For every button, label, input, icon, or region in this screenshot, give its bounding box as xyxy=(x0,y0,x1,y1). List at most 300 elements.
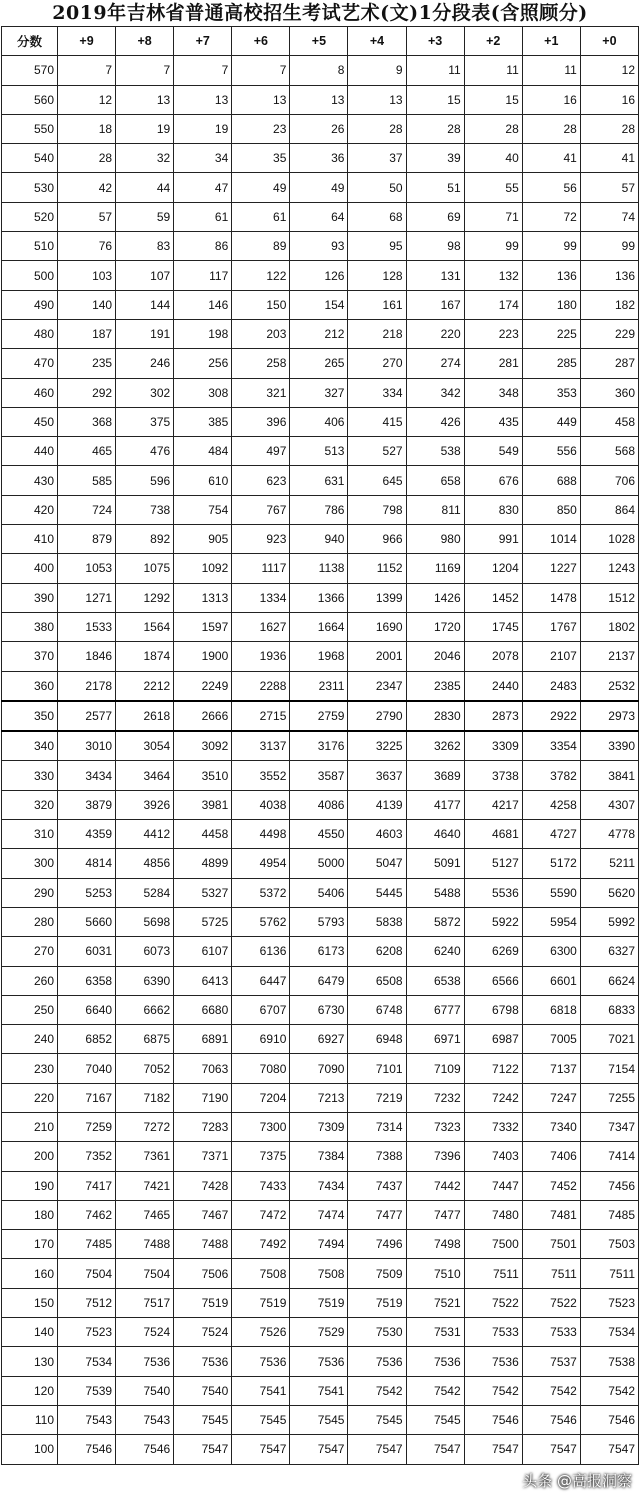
cumulative-count-cell: 167 xyxy=(406,290,464,319)
cumulative-count-cell: 3137 xyxy=(232,731,290,761)
cumulative-count-cell: 11 xyxy=(464,56,522,85)
cumulative-count-cell: 7255 xyxy=(580,1083,638,1112)
cumulative-count-cell: 132 xyxy=(464,261,522,290)
cumulative-count-cell: 6447 xyxy=(232,966,290,995)
cumulative-count-cell: 645 xyxy=(348,466,406,495)
table-row xyxy=(2,114,639,143)
cumulative-count-cell: 72 xyxy=(522,202,580,231)
cumulative-count-cell: 7508 xyxy=(232,1259,290,1288)
cumulative-count-cell: 146 xyxy=(174,290,232,319)
cumulative-count-cell: 292 xyxy=(58,378,116,407)
cumulative-count-cell: 585 xyxy=(58,466,116,495)
cumulative-count-cell: 7508 xyxy=(290,1259,348,1288)
cumulative-count-cell: 23 xyxy=(232,114,290,143)
cumulative-count-cell: 5620 xyxy=(580,878,638,907)
watermark: 头条 @高报洞察 xyxy=(522,1472,632,1490)
cumulative-count-cell: 7542 xyxy=(348,1376,406,1405)
cumulative-count-cell: 724 xyxy=(58,495,116,524)
cumulative-count-cell: 3390 xyxy=(580,731,638,761)
score-cell: 290 xyxy=(2,878,58,907)
table-row xyxy=(2,1230,639,1259)
cumulative-count-cell: 2577 xyxy=(58,701,116,731)
cumulative-count-cell: 1014 xyxy=(522,525,580,554)
cumulative-count-cell: 7512 xyxy=(58,1288,116,1317)
cumulative-count-cell: 7494 xyxy=(290,1230,348,1259)
score-distribution-table xyxy=(1,26,639,1465)
cumulative-count-cell: 19 xyxy=(174,114,232,143)
cumulative-count-cell: 4307 xyxy=(580,790,638,819)
cumulative-count-cell: 7403 xyxy=(464,1142,522,1171)
cumulative-count-cell: 281 xyxy=(464,349,522,378)
cumulative-count-cell: 6479 xyxy=(290,966,348,995)
cumulative-count-cell: 7109 xyxy=(406,1054,464,1083)
cumulative-count-cell: 6707 xyxy=(232,995,290,1024)
table-row xyxy=(2,173,639,202)
cumulative-count-cell: 7547 xyxy=(290,1435,348,1464)
cumulative-count-cell: 7545 xyxy=(232,1405,290,1434)
cumulative-count-cell: 7541 xyxy=(290,1376,348,1405)
cumulative-count-cell: 258 xyxy=(232,349,290,378)
cumulative-count-cell: 198 xyxy=(174,319,232,348)
table-row xyxy=(2,1200,639,1229)
cumulative-count-cell: 4038 xyxy=(232,790,290,819)
cumulative-count-cell: 6073 xyxy=(116,937,174,966)
cumulative-count-cell: 7204 xyxy=(232,1083,290,1112)
cumulative-count-cell: 6948 xyxy=(348,1025,406,1054)
cumulative-count-cell: 7543 xyxy=(116,1405,174,1434)
cumulative-count-cell: 2311 xyxy=(290,671,348,701)
cumulative-count-cell: 13 xyxy=(348,85,406,114)
cumulative-count-cell: 3434 xyxy=(58,761,116,790)
cumulative-count-cell: 40 xyxy=(464,144,522,173)
cumulative-count-cell: 435 xyxy=(464,407,522,436)
cumulative-count-cell: 4603 xyxy=(348,820,406,849)
cumulative-count-cell: 1874 xyxy=(116,642,174,671)
score-cell: 500 xyxy=(2,261,58,290)
cumulative-count-cell: 7547 xyxy=(406,1435,464,1464)
cumulative-count-cell: 7526 xyxy=(232,1318,290,1347)
cumulative-count-cell: 7467 xyxy=(174,1200,232,1229)
cumulative-count-cell: 5406 xyxy=(290,878,348,907)
cumulative-count-cell: 676 xyxy=(464,466,522,495)
cumulative-count-cell: 223 xyxy=(464,319,522,348)
cumulative-count-cell: 7375 xyxy=(232,1142,290,1171)
table-row xyxy=(2,1288,639,1317)
cumulative-count-cell: 7534 xyxy=(580,1318,638,1347)
cumulative-count-cell: 348 xyxy=(464,378,522,407)
cumulative-count-cell: 5172 xyxy=(522,849,580,878)
cumulative-count-cell: 6730 xyxy=(290,995,348,1024)
cumulative-count-cell: 285 xyxy=(522,349,580,378)
score-cell: 390 xyxy=(2,583,58,612)
cumulative-count-cell: 107 xyxy=(116,261,174,290)
cumulative-count-cell: 3010 xyxy=(58,731,116,761)
cumulative-count-cell: 2347 xyxy=(348,671,406,701)
cumulative-count-cell: 6269 xyxy=(464,937,522,966)
cumulative-count-cell: 2137 xyxy=(580,642,638,671)
cumulative-count-cell: 287 xyxy=(580,349,638,378)
cumulative-count-cell: 5091 xyxy=(406,849,464,878)
cumulative-count-cell: 3782 xyxy=(522,761,580,790)
cumulative-count-cell: 2107 xyxy=(522,642,580,671)
cumulative-count-cell: 7 xyxy=(116,56,174,85)
cumulative-count-cell: 15 xyxy=(406,85,464,114)
cumulative-count-cell: 6624 xyxy=(580,966,638,995)
cumulative-count-cell: 246 xyxy=(116,349,174,378)
cumulative-count-cell: 1092 xyxy=(174,554,232,583)
table-row xyxy=(2,202,639,231)
cumulative-count-cell: 7428 xyxy=(174,1171,232,1200)
cumulative-count-cell: 28 xyxy=(348,114,406,143)
cumulative-count-cell: 68 xyxy=(348,202,406,231)
table-row xyxy=(2,85,639,114)
score-cell: 250 xyxy=(2,995,58,1024)
cumulative-count-cell: 71 xyxy=(464,202,522,231)
cumulative-count-cell: 7536 xyxy=(406,1347,464,1376)
score-cell: 220 xyxy=(2,1083,58,1112)
cumulative-count-cell: 688 xyxy=(522,466,580,495)
cumulative-count-cell: 4139 xyxy=(348,790,406,819)
cumulative-count-cell: 235 xyxy=(58,349,116,378)
cumulative-count-cell: 5211 xyxy=(580,849,638,878)
cumulative-count-cell: 342 xyxy=(406,378,464,407)
score-cell: 170 xyxy=(2,1230,58,1259)
cumulative-count-cell: 4412 xyxy=(116,820,174,849)
cumulative-count-cell: 7388 xyxy=(348,1142,406,1171)
cumulative-count-cell: 631 xyxy=(290,466,348,495)
cumulative-count-cell: 7542 xyxy=(580,1376,638,1405)
table-row xyxy=(2,554,639,583)
cumulative-count-cell: 49 xyxy=(290,173,348,202)
cumulative-count-cell: 7232 xyxy=(406,1083,464,1112)
cumulative-count-cell: 12 xyxy=(580,56,638,85)
table-row xyxy=(2,878,639,907)
cumulative-count-cell: 3981 xyxy=(174,790,232,819)
cumulative-count-cell: 549 xyxy=(464,437,522,466)
cumulative-count-cell: 1512 xyxy=(580,583,638,612)
cumulative-count-cell: 7536 xyxy=(348,1347,406,1376)
cumulative-count-cell: 321 xyxy=(232,378,290,407)
score-cell: 280 xyxy=(2,907,58,936)
cumulative-count-cell: 556 xyxy=(522,437,580,466)
cumulative-count-cell: 42 xyxy=(58,173,116,202)
cumulative-count-cell: 6031 xyxy=(58,937,116,966)
score-cell: 130 xyxy=(2,1347,58,1376)
cumulative-count-cell: 2001 xyxy=(348,642,406,671)
table-row xyxy=(2,642,639,671)
cumulative-count-cell: 7488 xyxy=(116,1230,174,1259)
cumulative-count-cell: 458 xyxy=(580,407,638,436)
cumulative-count-cell: 11 xyxy=(406,56,464,85)
column-header-offset: +5 xyxy=(290,27,348,56)
cumulative-count-cell: 1075 xyxy=(116,554,174,583)
cumulative-count-cell: 658 xyxy=(406,466,464,495)
cumulative-count-cell: 892 xyxy=(116,525,174,554)
cumulative-count-cell: 7545 xyxy=(174,1405,232,1434)
cumulative-count-cell: 1334 xyxy=(232,583,290,612)
cumulative-count-cell: 5372 xyxy=(232,878,290,907)
cumulative-count-cell: 6680 xyxy=(174,995,232,1024)
cumulative-count-cell: 7529 xyxy=(290,1318,348,1347)
cumulative-count-cell: 5127 xyxy=(464,849,522,878)
column-header-offset: +3 xyxy=(406,27,464,56)
cumulative-count-cell: 7536 xyxy=(174,1347,232,1376)
cumulative-count-cell: 3464 xyxy=(116,761,174,790)
cumulative-count-cell: 1313 xyxy=(174,583,232,612)
cumulative-count-cell: 7414 xyxy=(580,1142,638,1171)
cumulative-count-cell: 39 xyxy=(406,144,464,173)
cumulative-count-cell: 1597 xyxy=(174,612,232,641)
cumulative-count-cell: 5838 xyxy=(348,907,406,936)
cumulative-count-cell: 35 xyxy=(232,144,290,173)
cumulative-count-cell: 69 xyxy=(406,202,464,231)
score-cell: 160 xyxy=(2,1259,58,1288)
cumulative-count-cell: 1846 xyxy=(58,642,116,671)
cumulative-count-cell: 3510 xyxy=(174,761,232,790)
cumulative-count-cell: 7545 xyxy=(290,1405,348,1434)
cumulative-count-cell: 26 xyxy=(290,114,348,143)
table-row xyxy=(2,319,639,348)
cumulative-count-cell: 465 xyxy=(58,437,116,466)
cumulative-count-cell: 7485 xyxy=(580,1200,638,1229)
table-row xyxy=(2,1405,639,1434)
cumulative-count-cell: 3309 xyxy=(464,731,522,761)
cumulative-count-cell: 203 xyxy=(232,319,290,348)
cumulative-count-cell: 7543 xyxy=(58,1405,116,1434)
cumulative-count-cell: 136 xyxy=(580,261,638,290)
score-cell: 180 xyxy=(2,1200,58,1229)
cumulative-count-cell: 754 xyxy=(174,495,232,524)
cumulative-count-cell: 57 xyxy=(58,202,116,231)
score-cell: 370 xyxy=(2,642,58,671)
table-row xyxy=(2,761,639,790)
cumulative-count-cell: 5725 xyxy=(174,907,232,936)
cumulative-count-cell: 6640 xyxy=(58,995,116,1024)
column-header-offset: +7 xyxy=(174,27,232,56)
cumulative-count-cell: 6910 xyxy=(232,1025,290,1054)
cumulative-count-cell: 980 xyxy=(406,525,464,554)
cumulative-count-cell: 7536 xyxy=(464,1347,522,1376)
cumulative-count-cell: 6566 xyxy=(464,966,522,995)
cumulative-count-cell: 2212 xyxy=(116,671,174,701)
cumulative-count-cell: 150 xyxy=(232,290,290,319)
score-cell: 320 xyxy=(2,790,58,819)
cumulative-count-cell: 7340 xyxy=(522,1112,580,1141)
cumulative-count-cell: 7538 xyxy=(580,1347,638,1376)
cumulative-count-cell: 7540 xyxy=(174,1376,232,1405)
cumulative-count-cell: 623 xyxy=(232,466,290,495)
cumulative-count-cell: 3225 xyxy=(348,731,406,761)
cumulative-count-cell: 1053 xyxy=(58,554,116,583)
table-row xyxy=(2,1054,639,1083)
cumulative-count-cell: 5000 xyxy=(290,849,348,878)
cumulative-count-cell: 6390 xyxy=(116,966,174,995)
cumulative-count-cell: 4258 xyxy=(522,790,580,819)
cumulative-count-cell: 568 xyxy=(580,437,638,466)
score-cell: 510 xyxy=(2,232,58,261)
cumulative-count-cell: 7 xyxy=(58,56,116,85)
score-cell: 570 xyxy=(2,56,58,85)
table-row xyxy=(2,583,639,612)
table-row xyxy=(2,937,639,966)
cumulative-count-cell: 6173 xyxy=(290,937,348,966)
cumulative-count-cell: 98 xyxy=(406,232,464,261)
cumulative-count-cell: 37 xyxy=(348,144,406,173)
score-cell: 270 xyxy=(2,937,58,966)
cumulative-count-cell: 7547 xyxy=(464,1435,522,1464)
cumulative-count-cell: 7546 xyxy=(58,1435,116,1464)
table-row xyxy=(2,1083,639,1112)
cumulative-count-cell: 6777 xyxy=(406,995,464,1024)
cumulative-count-cell: 7 xyxy=(174,56,232,85)
cumulative-count-cell: 798 xyxy=(348,495,406,524)
cumulative-count-cell: 7406 xyxy=(522,1142,580,1171)
cumulative-count-cell: 1720 xyxy=(406,612,464,641)
cumulative-count-cell: 28 xyxy=(406,114,464,143)
cumulative-count-cell: 375 xyxy=(116,407,174,436)
cumulative-count-cell: 13 xyxy=(116,85,174,114)
table-row xyxy=(2,232,639,261)
table-row xyxy=(2,907,639,936)
cumulative-count-cell: 6601 xyxy=(522,966,580,995)
cumulative-count-cell: 34 xyxy=(174,144,232,173)
cumulative-count-cell: 225 xyxy=(522,319,580,348)
cumulative-count-cell: 13 xyxy=(232,85,290,114)
column-header-offset: +8 xyxy=(116,27,174,56)
cumulative-count-cell: 6538 xyxy=(406,966,464,995)
cumulative-count-cell: 7437 xyxy=(348,1171,406,1200)
score-cell: 490 xyxy=(2,290,58,319)
cumulative-count-cell: 7506 xyxy=(174,1259,232,1288)
cumulative-count-cell: 449 xyxy=(522,407,580,436)
score-cell: 540 xyxy=(2,144,58,173)
table-row xyxy=(2,966,639,995)
table-row xyxy=(2,290,639,319)
cumulative-count-cell: 7511 xyxy=(522,1259,580,1288)
cumulative-count-cell: 7521 xyxy=(406,1288,464,1317)
cumulative-count-cell: 7511 xyxy=(580,1259,638,1288)
cumulative-count-cell: 5536 xyxy=(464,878,522,907)
cumulative-count-cell: 1478 xyxy=(522,583,580,612)
cumulative-count-cell: 596 xyxy=(116,466,174,495)
score-cell: 140 xyxy=(2,1318,58,1347)
cumulative-count-cell: 1802 xyxy=(580,612,638,641)
cumulative-count-cell: 7501 xyxy=(522,1230,580,1259)
cumulative-count-cell: 182 xyxy=(580,290,638,319)
cumulative-count-cell: 5793 xyxy=(290,907,348,936)
cumulative-count-cell: 212 xyxy=(290,319,348,348)
cumulative-count-cell: 830 xyxy=(464,495,522,524)
cumulative-count-cell: 6413 xyxy=(174,966,232,995)
cumulative-count-cell: 229 xyxy=(580,319,638,348)
cumulative-count-cell: 940 xyxy=(290,525,348,554)
column-header-score: 分数 xyxy=(2,27,58,56)
table-row xyxy=(2,1435,639,1464)
cumulative-count-cell: 7519 xyxy=(348,1288,406,1317)
cumulative-count-cell: 7442 xyxy=(406,1171,464,1200)
cumulative-count-cell: 513 xyxy=(290,437,348,466)
cumulative-count-cell: 2483 xyxy=(522,671,580,701)
cumulative-count-cell: 7347 xyxy=(580,1112,638,1141)
cumulative-count-cell: 1767 xyxy=(522,612,580,641)
cumulative-count-cell: 28 xyxy=(464,114,522,143)
cumulative-count-cell: 7462 xyxy=(58,1200,116,1229)
column-header-offset: +4 xyxy=(348,27,406,56)
table-row xyxy=(2,731,639,761)
cumulative-count-cell: 7272 xyxy=(116,1112,174,1141)
cumulative-count-cell: 7537 xyxy=(522,1347,580,1376)
cumulative-count-cell: 4856 xyxy=(116,849,174,878)
cumulative-count-cell: 5253 xyxy=(58,878,116,907)
score-cell: 230 xyxy=(2,1054,58,1083)
table-row xyxy=(2,144,639,173)
cumulative-count-cell: 187 xyxy=(58,319,116,348)
cumulative-count-cell: 61 xyxy=(174,202,232,231)
cumulative-count-cell: 7545 xyxy=(406,1405,464,1434)
cumulative-count-cell: 1227 xyxy=(522,554,580,583)
cumulative-count-cell: 3879 xyxy=(58,790,116,819)
cumulative-count-cell: 126 xyxy=(290,261,348,290)
cumulative-count-cell: 7546 xyxy=(116,1435,174,1464)
table-row xyxy=(2,790,639,819)
cumulative-count-cell: 7 xyxy=(232,56,290,85)
score-cell: 300 xyxy=(2,849,58,878)
cumulative-count-cell: 4814 xyxy=(58,849,116,878)
column-header-offset: +6 xyxy=(232,27,290,56)
cumulative-count-cell: 161 xyxy=(348,290,406,319)
cumulative-count-cell: 7154 xyxy=(580,1054,638,1083)
column-header-offset: +0 xyxy=(580,27,638,56)
cumulative-count-cell: 7542 xyxy=(406,1376,464,1405)
cumulative-count-cell: 47 xyxy=(174,173,232,202)
cumulative-count-cell: 7477 xyxy=(406,1200,464,1229)
cumulative-count-cell: 966 xyxy=(348,525,406,554)
cumulative-count-cell: 1366 xyxy=(290,583,348,612)
cumulative-count-cell: 879 xyxy=(58,525,116,554)
cumulative-count-cell: 7523 xyxy=(58,1318,116,1347)
cumulative-count-cell: 2440 xyxy=(464,671,522,701)
score-cell: 200 xyxy=(2,1142,58,1171)
cumulative-count-cell: 19 xyxy=(116,114,174,143)
cumulative-count-cell: 7547 xyxy=(174,1435,232,1464)
cumulative-count-cell: 7480 xyxy=(464,1200,522,1229)
cumulative-count-cell: 7021 xyxy=(580,1025,638,1054)
cumulative-count-cell: 99 xyxy=(580,232,638,261)
cumulative-count-cell: 7519 xyxy=(174,1288,232,1317)
cumulative-count-cell: 7137 xyxy=(522,1054,580,1083)
cumulative-count-cell: 3926 xyxy=(116,790,174,819)
cumulative-count-cell: 13 xyxy=(290,85,348,114)
cumulative-count-cell: 706 xyxy=(580,466,638,495)
cumulative-count-cell: 4550 xyxy=(290,820,348,849)
cumulative-count-cell: 1204 xyxy=(464,554,522,583)
cumulative-count-cell: 7522 xyxy=(464,1288,522,1317)
score-cell: 190 xyxy=(2,1171,58,1200)
cumulative-count-cell: 7524 xyxy=(174,1318,232,1347)
cumulative-count-cell: 905 xyxy=(174,525,232,554)
cumulative-count-cell: 4727 xyxy=(522,820,580,849)
table-row xyxy=(2,1259,639,1288)
cumulative-count-cell: 2973 xyxy=(580,701,638,731)
cumulative-count-cell: 270 xyxy=(348,349,406,378)
score-cell: 560 xyxy=(2,85,58,114)
cumulative-count-cell: 4681 xyxy=(464,820,522,849)
table-row xyxy=(2,1112,639,1141)
cumulative-count-cell: 2046 xyxy=(406,642,464,671)
score-cell: 520 xyxy=(2,202,58,231)
cumulative-count-cell: 7384 xyxy=(290,1142,348,1171)
cumulative-count-cell: 4899 xyxy=(174,849,232,878)
